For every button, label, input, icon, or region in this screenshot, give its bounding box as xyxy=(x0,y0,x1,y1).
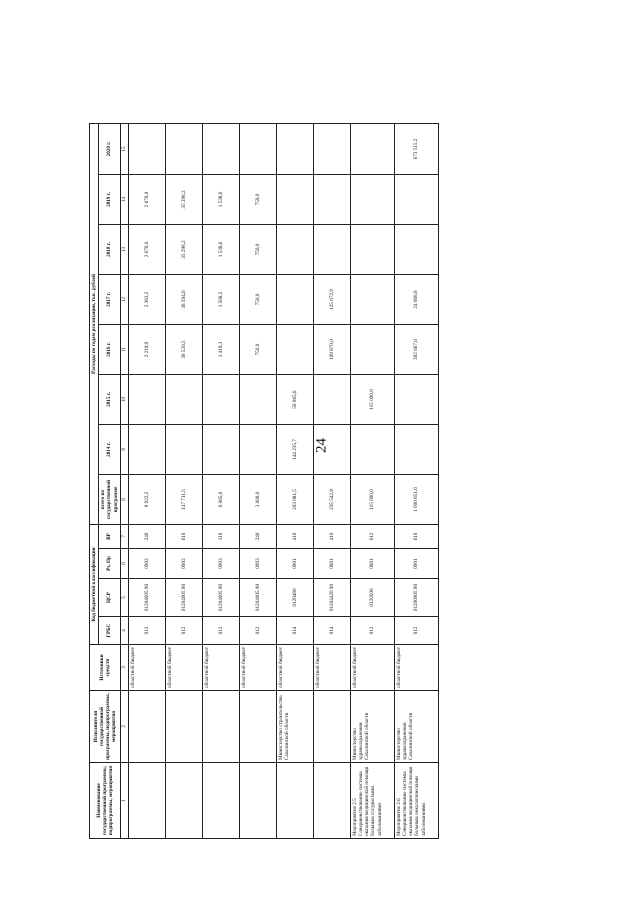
table-cell-vr: 240 xyxy=(239,525,276,549)
header-grbs: ГРБС xyxy=(99,617,121,645)
table-cell-y2015 xyxy=(394,375,438,425)
table-cell-name xyxy=(313,763,350,839)
table-cell-y2016: 750,0 xyxy=(239,325,276,375)
table-cell-vr: 240 xyxy=(128,525,165,549)
table-cell-y2017: 1 568,5 xyxy=(202,275,239,325)
table-cell-vr: 410 xyxy=(313,525,350,549)
table-cell-y2018: 2 670,0 xyxy=(128,225,165,275)
table-cell-source: областной бюджет xyxy=(239,645,276,691)
table-cell-rzpr: 0901 xyxy=(276,549,313,579)
table-cell-executor xyxy=(128,691,165,763)
header-year: 2014 г. xyxy=(99,425,121,475)
table-cell-y2014 xyxy=(165,425,202,475)
table-cell-y2018: 750,0 xyxy=(239,225,276,275)
table-cell-grbs: 012 xyxy=(350,617,394,645)
header-spending: Расходы по годам реализации, тыс. рублей xyxy=(90,124,99,525)
header-total: всего по государственной программе xyxy=(99,475,121,525)
table-cell-y2019: 750,0 xyxy=(239,175,276,225)
table-cell-y2017: 24 668,8 xyxy=(394,275,438,325)
header-budget-code: Код бюджетной классификации xyxy=(90,525,99,645)
table-cell-y2015 xyxy=(313,375,350,425)
header-year: 2019 г. xyxy=(99,175,121,225)
table-cell-source: областной бюджет xyxy=(394,645,438,691)
header-rzpr: Рз, Пр xyxy=(99,549,121,579)
table-cell-executor: Министерство здравоохранения Сахалинской области xyxy=(394,691,438,763)
table-cell-y2016 xyxy=(350,325,394,375)
table-cell-source: областной бюджет xyxy=(128,645,165,691)
table-cell-y2018 xyxy=(276,225,313,275)
table-cell-y2014 xyxy=(239,425,276,475)
table-cell-y2017: 38 594,6 xyxy=(165,275,202,325)
table-cell-total: 147 711,5 xyxy=(165,475,202,525)
table-row xyxy=(202,124,239,839)
column-number: 2 xyxy=(120,691,128,763)
table-cell-source: областной бюджет xyxy=(313,645,350,691)
table-cell-y2016: 1 419,3 xyxy=(202,325,239,375)
table-cell-csr: 01206005 90 xyxy=(394,579,438,617)
table-cell-csr: 0120480 xyxy=(276,579,313,617)
table-cell-grbs: 012 xyxy=(239,617,276,645)
table-cell-grbs: 014 xyxy=(276,617,313,645)
table-cell-grbs: 012 xyxy=(165,617,202,645)
table-cell-y2020 xyxy=(202,124,239,175)
table-cell-vr: 612 xyxy=(350,525,394,549)
table-cell-grbs: 014 xyxy=(313,617,350,645)
column-number: 5 xyxy=(120,579,128,617)
column-number: 10 xyxy=(120,375,128,425)
table-body xyxy=(128,124,438,839)
header-name: Наименование государственной программы, подпрограммы, мероприятия xyxy=(90,763,121,839)
header-csr: ЦСР xyxy=(99,579,121,617)
column-number: 1 xyxy=(120,763,128,839)
table-cell-rzpr: 0901 xyxy=(350,549,394,579)
table-cell-csr: 01204420 90 xyxy=(313,579,350,617)
table-cell-y2017: 750,0 xyxy=(239,275,276,325)
column-number: 4 xyxy=(120,617,128,645)
table-cell-y2020 xyxy=(350,124,394,175)
column-number: 13 xyxy=(120,225,128,275)
table-cell-y2016: 2 219,0 xyxy=(128,325,165,375)
table-row xyxy=(165,124,202,839)
table-cell-y2018 xyxy=(350,225,394,275)
table-cell-y2017 xyxy=(276,275,313,325)
table-cell-y2019 xyxy=(276,175,313,225)
table-cell-y2014 xyxy=(202,425,239,475)
table-cell-csr: 01204005 90 xyxy=(128,579,165,617)
budget-table-rotated xyxy=(89,124,509,839)
table-cell-total: 9 922,2 xyxy=(128,475,165,525)
column-number: 8 xyxy=(120,475,128,525)
table-cell-y2016: 38 520,5 xyxy=(165,325,202,375)
table-cell-y2020 xyxy=(165,124,202,175)
table-cell-y2016: 109 870,0 xyxy=(313,325,350,375)
table-cell-y2019: 35 298,2 xyxy=(165,175,202,225)
header-year: 2018 г. xyxy=(99,225,121,275)
header-source: Источники средств xyxy=(90,645,121,691)
column-number: 7 xyxy=(120,525,128,549)
column-number: 9 xyxy=(120,425,128,475)
column-number: 6 xyxy=(120,549,128,579)
column-number: 12 xyxy=(120,275,128,325)
table-cell-name xyxy=(165,763,202,839)
table-cell-vr: 110 xyxy=(202,525,239,549)
table-cell-executor: Министерство здравоохранения Сахалинской области xyxy=(350,691,394,763)
table-row xyxy=(350,124,394,839)
table-cell-y2015 xyxy=(128,375,165,425)
table-cell-rzpr: 0902 xyxy=(165,549,202,579)
table-cell-name xyxy=(239,763,276,839)
column-number-row xyxy=(120,124,128,839)
table-row xyxy=(313,124,350,839)
table-cell-y2019 xyxy=(313,175,350,225)
table-cell-total: 115 000,0 xyxy=(350,475,394,525)
page-number: 24 xyxy=(313,438,330,453)
table-cell-y2020 xyxy=(239,124,276,175)
table-cell-name: Мероприятие 2.5 Совершенствование системы оказания медицинской помощи больным сосудистыми заболеваниями xyxy=(350,763,394,839)
header-vr: ВР xyxy=(99,525,121,549)
table-cell-csr: 01204005 90 xyxy=(239,579,276,617)
table-cell-y2020 xyxy=(128,124,165,175)
table-cell-y2019: 1 538,6 xyxy=(202,175,239,225)
table-cell-name xyxy=(202,763,239,839)
table-cell-y2019 xyxy=(350,175,394,225)
table-cell-y2015 xyxy=(239,375,276,425)
table-cell-total: 3 000,0 xyxy=(239,475,276,525)
table-cell-name: Мероприятие 2.6 Совершенствование системы оказания медицинской помощи больным онкологическими заболеваниями xyxy=(394,763,438,839)
table-cell-y2017 xyxy=(350,275,394,325)
table-cell-y2017: 125 672,9 xyxy=(313,275,350,325)
table-row xyxy=(276,124,313,839)
table-cell-y2020 xyxy=(276,124,313,175)
table-cell-y2020 xyxy=(313,124,350,175)
table-row xyxy=(239,124,276,839)
table-cell-y2019 xyxy=(394,175,438,225)
header-year: 2020 г. xyxy=(99,124,121,175)
table-cell-executor xyxy=(239,691,276,763)
header-year: 2017 г. xyxy=(99,275,121,325)
table-cell-rzpr: 0901 xyxy=(313,549,350,579)
table-cell-y2016: 302 667,6 xyxy=(394,325,438,375)
table-cell-source: областной бюджет xyxy=(350,645,394,691)
table-cell-y2015 xyxy=(202,375,239,425)
column-number: 14 xyxy=(120,175,128,225)
table-cell-executor: Министерство строительства Сахалинской области xyxy=(276,691,313,763)
table-cell-csr: 01204005 90 xyxy=(165,579,202,617)
table-row xyxy=(128,124,165,839)
table-cell-rzpr: 0903 xyxy=(239,549,276,579)
table-cell-total: 235 542,9 xyxy=(313,475,350,525)
table-cell-rzpr: 0903 xyxy=(202,549,239,579)
table-cell-y2020: 673 515,2 xyxy=(394,124,438,175)
table-cell-y2016 xyxy=(276,325,313,375)
table-cell-y2014 xyxy=(394,425,438,475)
column-number: 11 xyxy=(120,325,128,375)
table-cell-y2014 xyxy=(350,425,394,475)
table-cell-grbs: 012 xyxy=(202,617,239,645)
table-cell-total: 203 081,5 xyxy=(276,475,313,525)
table-cell-executor xyxy=(165,691,202,763)
table-cell-executor xyxy=(202,691,239,763)
table-cell-y2018: 35 298,2 xyxy=(165,225,202,275)
table-cell-vr: 610 xyxy=(394,525,438,549)
table-cell-y2015: 58 865,8 xyxy=(276,375,313,425)
table-cell-executor xyxy=(313,691,350,763)
table-cell-y2014 xyxy=(128,425,165,475)
table-cell-total: 1 000 851,6 xyxy=(394,475,438,525)
table-cell-y2018 xyxy=(313,225,350,275)
table-cell-name xyxy=(128,763,165,839)
table-cell-y2018: 1 538,6 xyxy=(202,225,239,275)
table-cell-y2015: 115 000,0 xyxy=(350,375,394,425)
table-row xyxy=(394,124,438,839)
table-cell-vr: 410 xyxy=(276,525,313,549)
table-cell-rzpr: 0902 xyxy=(128,549,165,579)
table-cell-grbs: 012 xyxy=(128,617,165,645)
table-cell-source: областной бюджет xyxy=(165,645,202,691)
table-cell-grbs: 012 xyxy=(394,617,438,645)
table-cell-y2019: 2 670,0 xyxy=(128,175,165,225)
header-year: 2016 г. xyxy=(99,325,121,375)
table-cell-source: областной бюджет xyxy=(276,645,313,691)
column-number: 3 xyxy=(120,645,128,691)
table-cell-csr: 01204005 90 xyxy=(202,579,239,617)
table-cell-y2017: 2 363,2 xyxy=(128,275,165,325)
table-cell-source: областной бюджет xyxy=(202,645,239,691)
table-cell-total: 6 065,0 xyxy=(202,475,239,525)
table-cell-csr: 0120500 xyxy=(350,579,394,617)
table-cell-y2015 xyxy=(165,375,202,425)
table-cell-y2014: 144 215,7 xyxy=(276,425,313,475)
table-cell-rzpr: 0901 xyxy=(394,549,438,579)
table-cell-vr: 610 xyxy=(165,525,202,549)
table-cell-name xyxy=(276,763,313,839)
header-year: 2015 г. xyxy=(99,375,121,425)
table-cell-y2018 xyxy=(394,225,438,275)
column-number: 15 xyxy=(120,124,128,175)
header-executor: Исполнители государственной программы, подпрограммы, мероприятия xyxy=(90,691,121,763)
table-cell-y2014 xyxy=(313,425,350,475)
budget-table xyxy=(89,123,439,839)
